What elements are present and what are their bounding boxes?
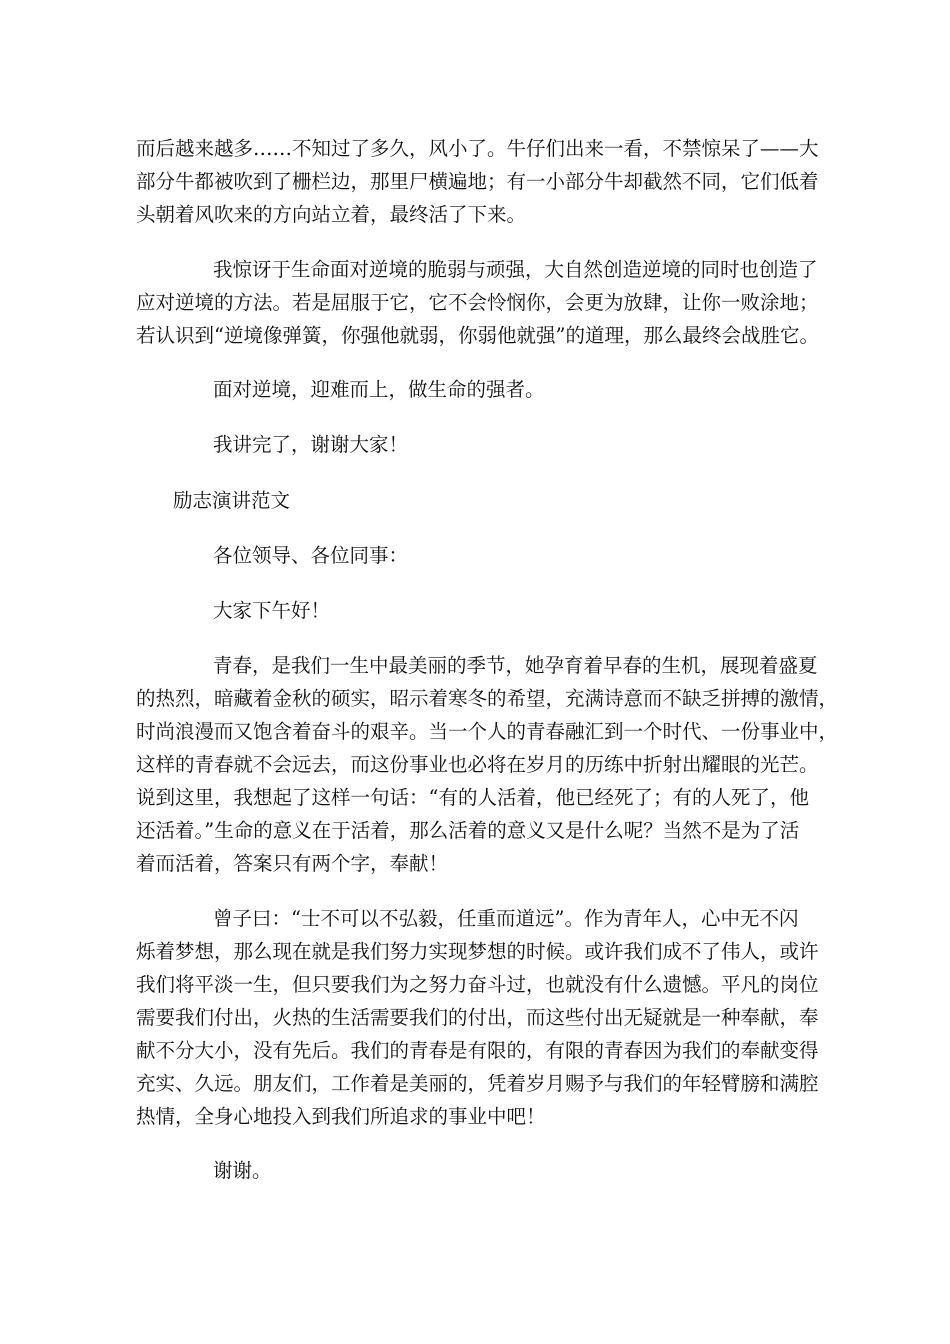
text-line: 说到这里，我想起了这样一句话：“有的人活着，他已经死了；有的人死了，他: [136, 786, 809, 809]
text-line: 而后越来越多……不知过了多久，风小了。牛仔们出来一看，不禁惊呆了——大: [136, 137, 819, 160]
paragraph-final-thanks: [136, 1154, 816, 1187]
text-line: 我惊讶于生命面对逆境的脆弱与顽强，大自然创造逆境的同时也创造了: [213, 258, 818, 281]
text-line: 青春，是我们一生中最美丽的季节，她孕育着早春的生机，展现着盛夏: [213, 654, 818, 677]
text-line: 献不分大小，没有先后。我们的青春是有限的，有限的青春因为我们的奉献变得: [136, 1039, 819, 1062]
text-line: 着而活着，答案只有两个字，奉献！: [136, 852, 449, 875]
text-line: 谢谢。: [213, 1159, 272, 1182]
text-line: 我们将平淡一生，但只要我们为之努力奋斗过，也就没有什么遗憾。平凡的岗位: [136, 973, 819, 996]
text-line: 需要我们付出，火热的生活需要我们的付出，而这些付出无疑就是一种奉献，奉: [136, 1006, 819, 1029]
greeting: [136, 594, 816, 627]
paragraph-closing-thanks: [136, 428, 816, 461]
text-line: 时尚浪漫而又饱含着奋斗的艰辛。当一个人的青春融汇到一个时代、一份事业中，: [136, 720, 839, 743]
text-line: 曾子曰：“士不可以不弘毅，任重而道远”。作为青年人，心中无不闪: [213, 907, 799, 930]
text-line: 烁着梦想，那么现在就是我们努力实现梦想的时候。或许我们成不了伟人，或许: [136, 940, 819, 963]
text-line: 的热烈，暗藏着金秋的硕实，昭示着寒冬的希望，充满诗意而不缺乏拼搏的激情，: [136, 687, 839, 710]
text-line: 应对逆境的方法。若是屈服于它，它不会怜悯你，会更为放肆，让你一败涂地；: [136, 291, 819, 314]
text-line: 还活着。”生命的意义在于活着，那么活着的意义又是什么呢？当然不是为了活: [136, 819, 800, 842]
text-line: 充实、久远。朋友们，工作着是美丽的，凭着岁月赐予与我们的年轻臂膀和满腔: [136, 1072, 819, 1095]
text-line: 我讲完了，谢谢大家！: [213, 433, 409, 456]
text-line: 这样的青春就不会远去，而这份事业也必将在岁月的历练中折射出耀眼的光芒。: [136, 753, 819, 776]
text-line: 热情，全身心地投入到我们所追求的事业中吧！: [136, 1105, 546, 1128]
text-line: 若认识到“逆境像弹簧，你强他就弱，你弱他就强”的道理，那么最终会战胜它。: [136, 324, 819, 347]
text-line: 各位领导、各位同事：: [213, 544, 409, 567]
text-line: 头朝着风吹来的方向站立着，最终活了下来。: [136, 203, 527, 226]
text-line: 大家下午好！: [213, 599, 331, 622]
text-line: 面对逆境，迎难而上，做生命的强者。: [213, 378, 545, 401]
text-line: 部分牛都被吹到了栅栏边，那里尸横遍地；有一小部分牛却截然不同，它们低着: [136, 170, 819, 193]
paragraph-story-ending: [136, 132, 819, 231]
section-heading: 励志演讲范文: [173, 489, 291, 512]
paragraph-conclusion: [136, 373, 816, 406]
paragraph-reflection: [136, 253, 819, 352]
salutation: [136, 539, 816, 572]
paragraph-dedication: [136, 902, 819, 1133]
paragraph-youth: [136, 649, 839, 880]
